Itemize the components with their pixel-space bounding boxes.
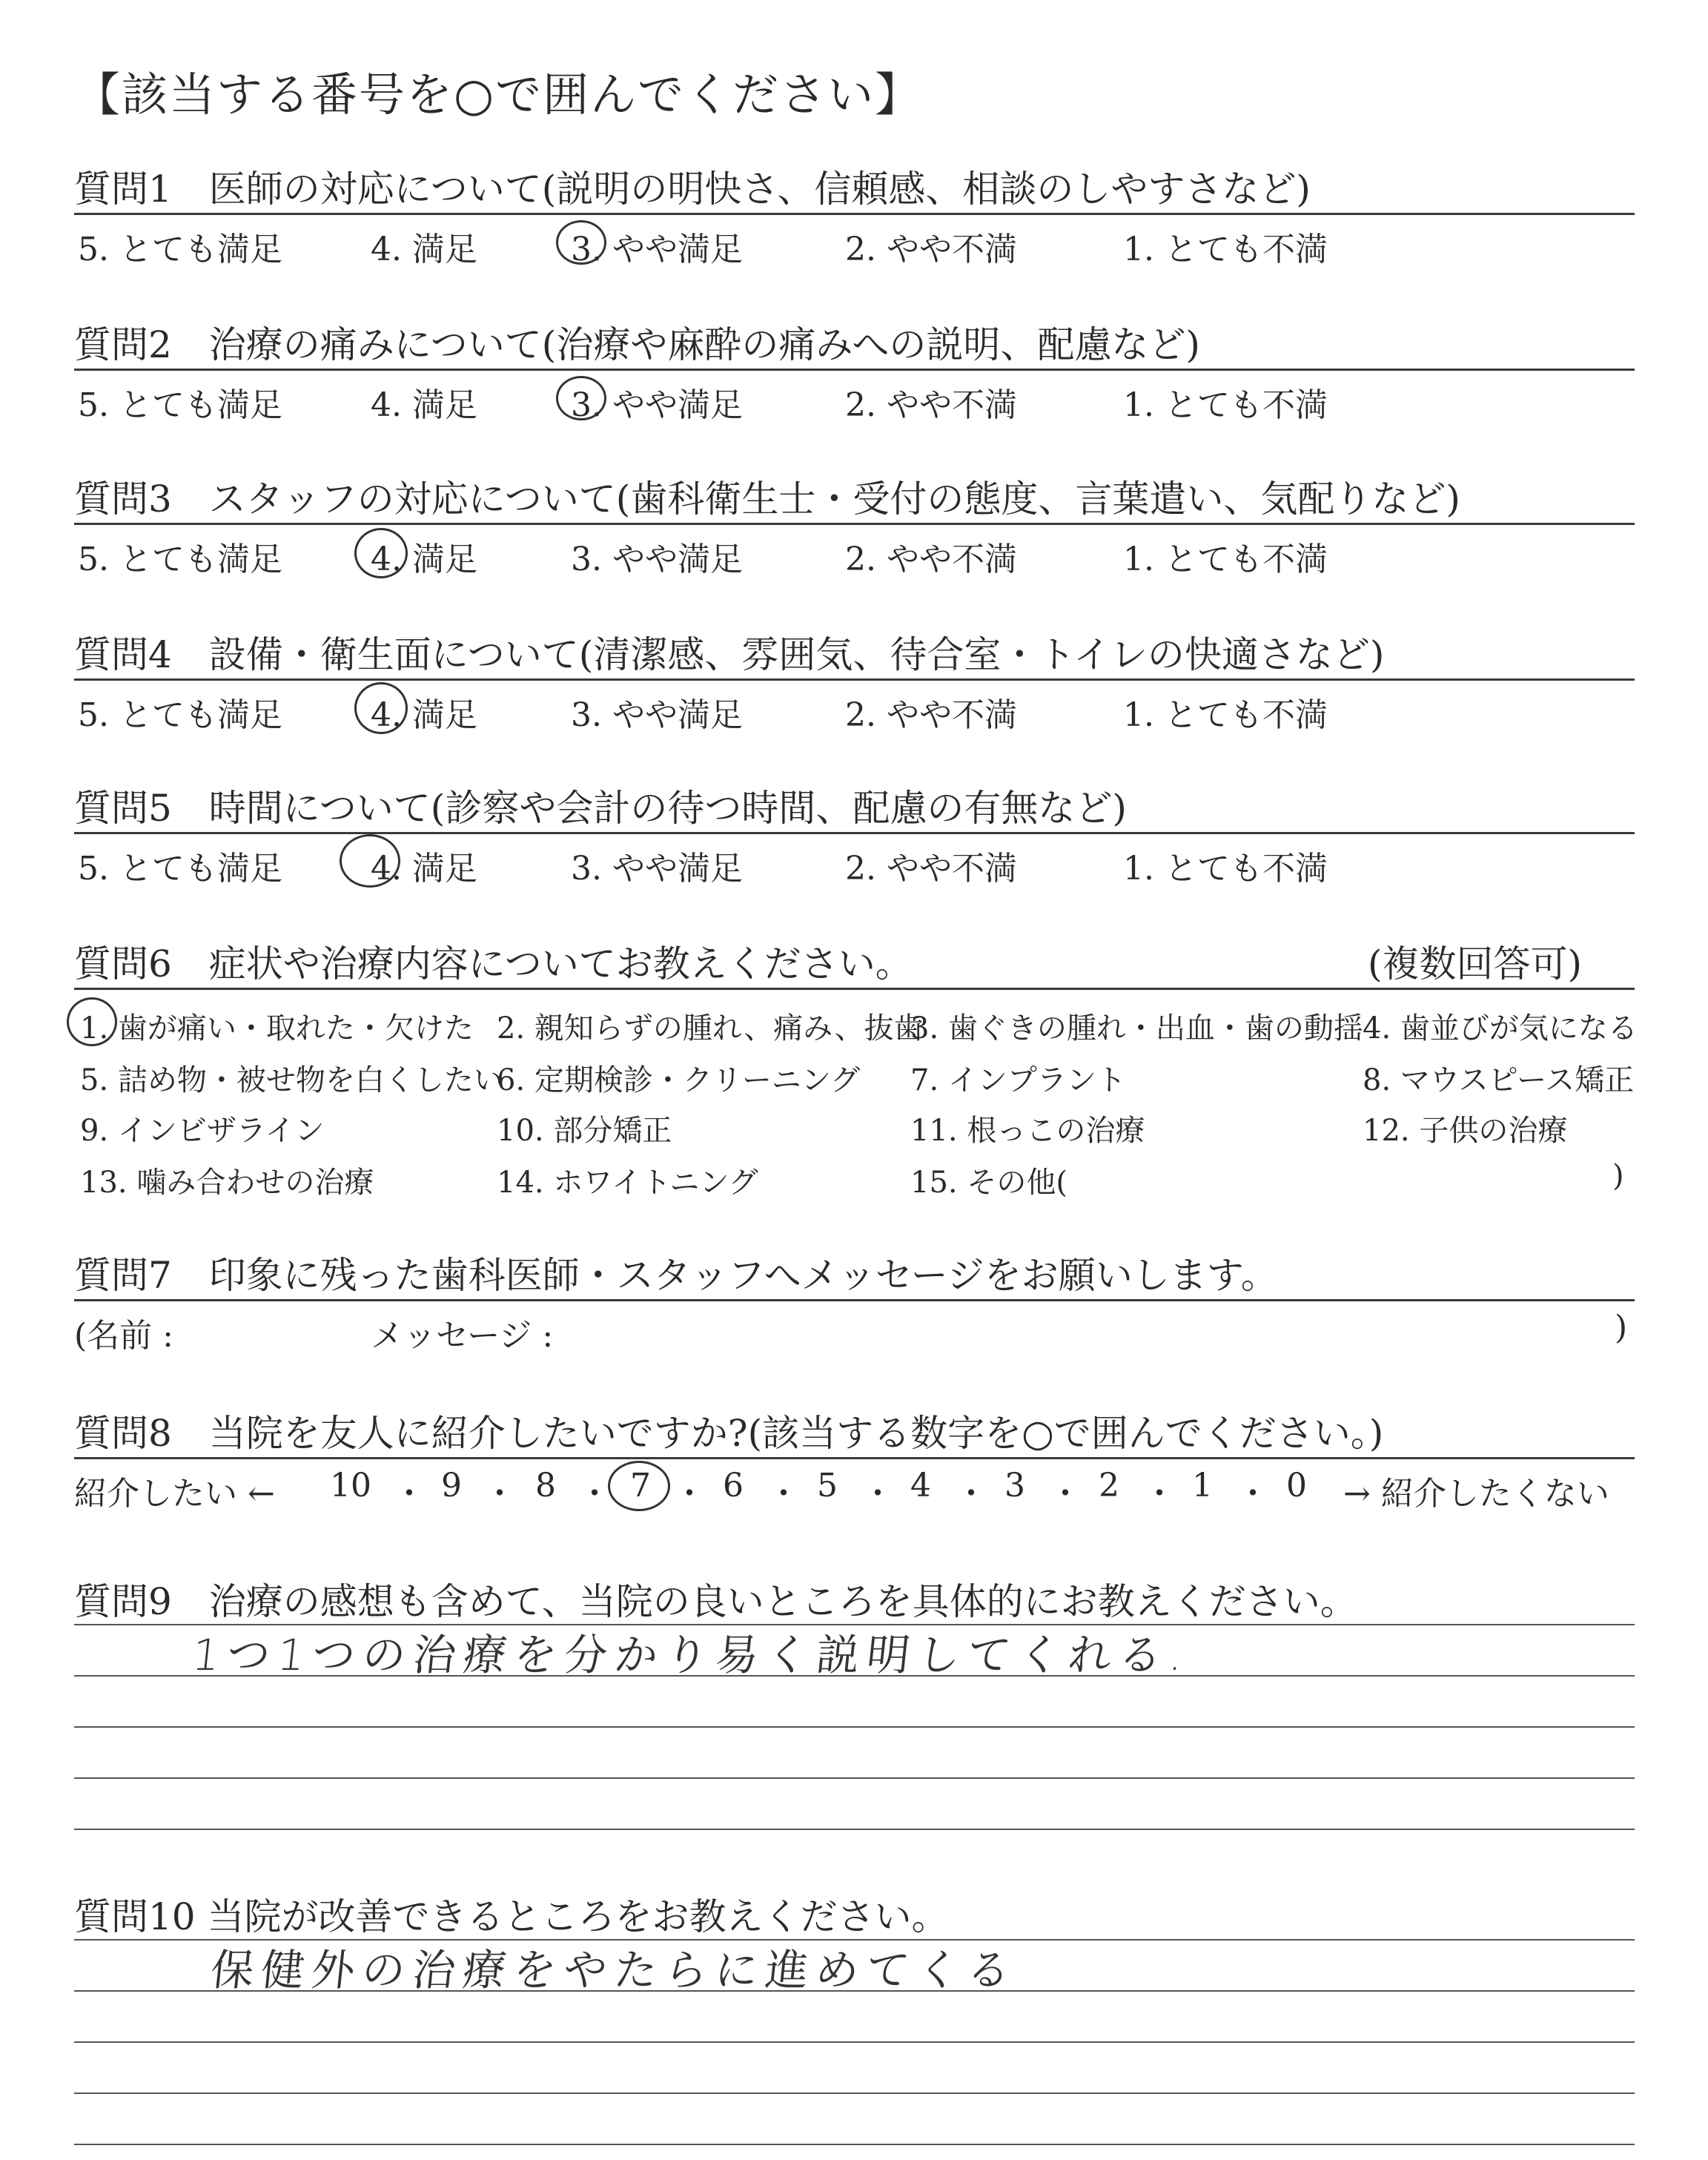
q8-scale-4[interactable]: 4 [910, 1467, 931, 1505]
q6-item-12[interactable]: 12. 子供の治療 [1363, 1114, 1568, 1148]
q8-dot: ・ [861, 1475, 894, 1513]
q8-scale-2[interactable]: 2 [1099, 1467, 1119, 1505]
q6-item-14[interactable]: 14. ホワイトニング [497, 1166, 758, 1200]
q2-option-2[interactable]: 2. やや不満 [845, 386, 1017, 424]
q6-item-11[interactable]: 11. 根っこの治療 [910, 1114, 1145, 1148]
q4-selection-circle [354, 682, 408, 734]
q8-dot: ・ [483, 1475, 516, 1513]
q5-option-2[interactable]: 2. やや不満 [845, 850, 1017, 888]
q7-rule [74, 1299, 1635, 1301]
q10-line-5 [74, 2144, 1635, 2145]
q8-dot: ・ [767, 1475, 800, 1513]
q4-option-1[interactable]: 1. とても不満 [1123, 696, 1328, 734]
q8-rule [74, 1457, 1635, 1459]
q1-option-4[interactable]: 4. 満足 [371, 231, 477, 268]
q5-option-3[interactable]: 3. やや満足 [571, 850, 743, 888]
q6-item-1[interactable]: 1. 歯が痛い・取れた・欠けた [80, 1011, 474, 1046]
q5-selection-circle [340, 834, 400, 888]
q6-item-9[interactable]: 9. インビザライン [80, 1114, 325, 1148]
q2-title: 質問2 治療の痛みについて(治療や麻酔の痛みへの説明、配慮など) [74, 323, 1200, 366]
q4-option-3[interactable]: 3. やや満足 [571, 696, 743, 734]
q5-option-1[interactable]: 1. とても不満 [1123, 850, 1328, 888]
q1-option-2[interactable]: 2. やや不満 [845, 231, 1017, 268]
q2-option-5[interactable]: 5. とても満足 [78, 386, 282, 424]
q5-title: 質問5 時間について(診察や会計の待つ時間、配慮の有無など) [74, 787, 1127, 830]
q8-scale-1[interactable]: 1 [1192, 1467, 1213, 1505]
q2-selection-circle [556, 376, 606, 420]
q9-line-4 [74, 1777, 1635, 1779]
q1-selection-circle [556, 220, 606, 265]
q6-selection-circle [67, 997, 117, 1046]
q4-rule [74, 678, 1635, 681]
q4-option-5[interactable]: 5. とても満足 [78, 696, 282, 734]
q7-close-paren: ) [1615, 1309, 1628, 1347]
q8-left-label: 紹介したい ← [74, 1475, 275, 1513]
q8-scale-8[interactable]: 8 [535, 1467, 556, 1505]
q3-option-3[interactable]: 3. やや満足 [571, 541, 743, 578]
q8-dot: ・ [1237, 1475, 1269, 1513]
q3-option-1[interactable]: 1. とても不満 [1123, 541, 1328, 578]
q10-title: 質問10 当院が改善できるところをお教えください。 [74, 1895, 949, 1938]
q8-scale-6[interactable]: 6 [723, 1467, 744, 1505]
q8-dot: ・ [1143, 1475, 1176, 1513]
q3-option-5[interactable]: 5. とても満足 [78, 541, 282, 578]
q8-title: 質問8 当院を友人に紹介したいですか?(該当する数字を○で囲んでください。) [74, 1412, 1384, 1455]
q3-title: 質問3 スタッフの対応について(歯科衛生士・受付の態度、言葉遣い、気配りなど) [74, 478, 1460, 521]
q1-option-1[interactable]: 1. とても不満 [1123, 231, 1328, 268]
q6-item-8[interactable]: 8. マウスピース矯正 [1363, 1063, 1635, 1097]
q4-option-2[interactable]: 2. やや不満 [845, 696, 1017, 734]
q10-line-4 [74, 2093, 1635, 2094]
q8-scale-10[interactable]: 10 [330, 1467, 371, 1505]
q8-scale-0[interactable]: 0 [1286, 1467, 1307, 1505]
q6-rule [74, 988, 1635, 990]
page-title: 【該当する番号を○で囲んでください】 [74, 67, 923, 122]
q4-option-4[interactable]: 4. 満足 [371, 696, 477, 734]
q3-rule [74, 523, 1635, 525]
q8-selection-circle [608, 1461, 670, 1511]
q9-title: 質問9 治療の感想も含めて、当院の良いところを具体的にお教えください。 [74, 1580, 1357, 1623]
q2-option-1[interactable]: 1. とても不満 [1123, 386, 1328, 424]
q6-item-3[interactable]: 3. 歯ぐきの腫れ・出血・歯の動揺 [910, 1011, 1363, 1046]
q2-option-3[interactable]: 3. やや満足 [571, 386, 743, 424]
q8-dot: ・ [578, 1475, 611, 1513]
q8-dot: ・ [955, 1475, 987, 1513]
q6-item-15-close: ) [1612, 1159, 1624, 1193]
q8-scale-5[interactable]: 5 [817, 1467, 838, 1505]
q8-dot: ・ [393, 1475, 426, 1513]
q8-scale-7[interactable]: 7 [630, 1467, 651, 1505]
q6-item-7[interactable]: 7. インプラント [910, 1063, 1126, 1097]
q3-selection-circle [354, 528, 408, 578]
q5-option-5[interactable]: 5. とても満足 [78, 850, 282, 888]
q6-item-4[interactable]: 4. 歯並びが気になる [1363, 1011, 1638, 1046]
q5-option-4[interactable]: 4. 満足 [371, 850, 477, 888]
q2-option-4[interactable]: 4. 満足 [371, 386, 477, 424]
q1-title: 質問1 医師の対応について(説明の明快さ、信頼感、相談のしやすさなど) [74, 168, 1311, 211]
q9-line-3 [74, 1726, 1635, 1728]
q6-item-6[interactable]: 6. 定期検診・クリーニング [497, 1063, 861, 1097]
q9-handwritten-answer[interactable]: 1つ1つの治療を分かり易く説明してくれる. [189, 1630, 1194, 1680]
q8-dot: ・ [1049, 1475, 1082, 1513]
q7-message-label: メッセージ : [371, 1317, 554, 1355]
q1-rule [74, 213, 1635, 215]
q1-option-5[interactable]: 5. とても満足 [78, 231, 282, 268]
q8-scale-3[interactable]: 3 [1004, 1467, 1025, 1505]
q4-title: 質問4 設備・衛生面について(清潔感、雰囲気、待合室・トイレの快適さなど) [74, 633, 1385, 676]
q6-note: (複数回答可) [1368, 942, 1583, 985]
q2-rule [74, 369, 1635, 371]
q6-item-15[interactable]: 15. その他( [910, 1166, 1068, 1200]
q8-right-label: → 紹介したくない [1343, 1475, 1609, 1513]
q6-item-2[interactable]: 2. 親知らずの腫れ、痛み、抜歯 [497, 1011, 924, 1046]
q7-title: 質問7 印象に残った歯科医師・スタッフへメッセージをお願いします。 [74, 1254, 1278, 1297]
q1-option-3[interactable]: 3. やや満足 [571, 231, 743, 268]
q3-option-4[interactable]: 4. 満足 [371, 541, 477, 578]
q7-name-label: (名前 : [74, 1317, 173, 1355]
q8-scale-9[interactable]: 9 [441, 1467, 462, 1505]
q6-item-10[interactable]: 10. 部分矯正 [497, 1114, 672, 1148]
q9-line-5 [74, 1829, 1635, 1830]
q8-dot: ・ [673, 1475, 706, 1513]
q6-title: 質問6 症状や治療内容についてお教えください。 [74, 942, 913, 985]
q6-item-5[interactable]: 5. 詰め物・被せ物を白くしたい [80, 1063, 503, 1097]
q3-option-2[interactable]: 2. やや不満 [845, 541, 1017, 578]
q10-handwritten-answer[interactable]: 保健外の治療をやたらに進めてくる [208, 1945, 1021, 1995]
q6-item-13[interactable]: 13. 噛み合わせの治療 [80, 1166, 374, 1200]
q10-line-3 [74, 2041, 1635, 2043]
q5-rule [74, 832, 1635, 834]
